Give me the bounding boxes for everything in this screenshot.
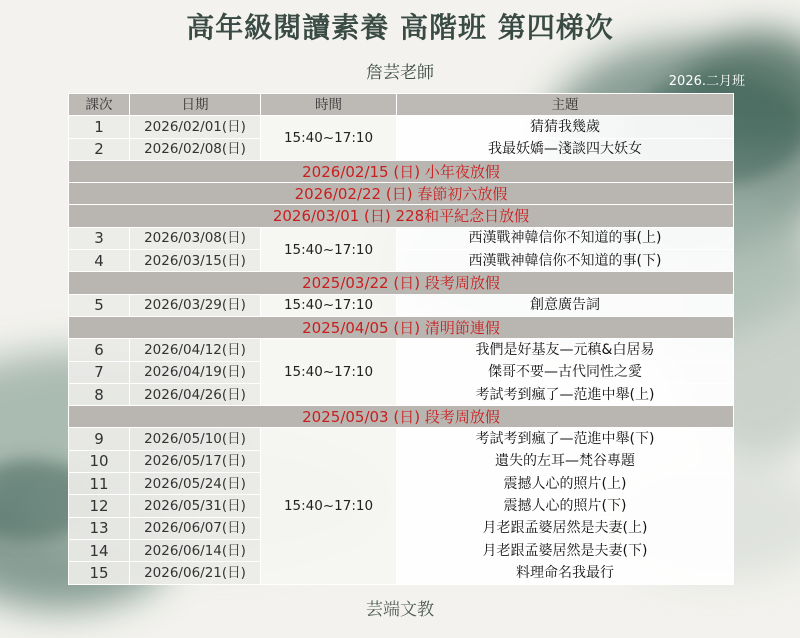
lesson-number: 3	[69, 227, 130, 249]
lesson-topic: 我們是好基友—元稹&白居易	[397, 339, 734, 361]
lesson-date: 2026/05/24(日)	[130, 473, 261, 495]
teacher-name: 詹芸老師	[366, 63, 434, 83]
lesson-date: 2026/04/26(日)	[130, 383, 261, 405]
lesson-date: 2026/05/10(日)	[130, 428, 261, 450]
lesson-topic: 西漢戰神韓信你不知道的事(上)	[397, 227, 734, 249]
lesson-topic: 月老跟孟婆居然是夫妻(上)	[397, 517, 734, 539]
lesson-topic: 考試考到瘋了—范進中舉(下)	[397, 428, 734, 450]
lesson-date: 2026/05/31(日)	[130, 495, 261, 517]
lesson-number: 2	[69, 138, 130, 160]
lesson-time: 15:40~17:10	[261, 294, 397, 316]
holiday-row	[69, 205, 734, 227]
table-row	[69, 383, 734, 405]
lesson-date: 2026/06/14(日)	[130, 539, 261, 561]
holiday-row	[69, 316, 734, 338]
holiday-notice: 2026/02/22 (日) 春節初六放假	[69, 183, 734, 205]
lesson-number: 4	[69, 250, 130, 272]
holiday-row	[69, 272, 734, 294]
lesson-number: 12	[69, 495, 130, 517]
lesson-topic: 西漢戰神韓信你不知道的事(下)	[397, 250, 734, 272]
lesson-time: 15:40~17:10	[261, 227, 397, 272]
table-row	[69, 116, 734, 138]
lesson-number: 1	[69, 116, 130, 138]
lesson-date: 2026/03/08(日)	[130, 227, 261, 249]
header-topic: 主題	[397, 94, 734, 116]
table-row	[69, 517, 734, 539]
table-row	[69, 294, 734, 316]
lesson-number: 13	[69, 517, 130, 539]
holiday-row	[69, 406, 734, 428]
lesson-topic: 遺失的左耳—梵谷專題	[397, 450, 734, 472]
table-row	[69, 227, 734, 249]
lesson-time: 15:40~17:10	[261, 428, 397, 584]
holiday-notice: 2026/03/01 (日) 228和平紀念日放假	[69, 205, 734, 227]
holiday-notice: 2025/04/05 (日) 清明節連假	[69, 316, 734, 338]
lesson-number: 15	[69, 562, 130, 584]
page-title: 高年級閱讀素養 高階班 第四梯次	[186, 11, 614, 44]
table-row	[69, 473, 734, 495]
lesson-topic: 震撼人心的照片(上)	[397, 473, 734, 495]
lesson-date: 2026/06/07(日)	[130, 517, 261, 539]
table-row	[69, 138, 734, 160]
lesson-date: 2026/04/12(日)	[130, 339, 261, 361]
table-row	[69, 495, 734, 517]
lesson-number: 5	[69, 294, 130, 316]
lesson-date: 2026/03/29(日)	[130, 294, 261, 316]
table-row	[69, 562, 734, 584]
holiday-row	[69, 160, 734, 182]
lesson-time: 15:40~17:10	[261, 116, 397, 161]
header-date: 日期	[130, 94, 261, 116]
lesson-date: 2026/06/21(日)	[130, 562, 261, 584]
lesson-number: 14	[69, 539, 130, 561]
lesson-number: 7	[69, 361, 130, 383]
lesson-topic: 猜猜我幾歲	[397, 116, 734, 138]
table-row	[69, 539, 734, 561]
lesson-topic: 創意廣告詞	[397, 294, 734, 316]
header-lesson-number: 課次	[69, 94, 130, 116]
table-row	[69, 428, 734, 450]
header-time: 時間	[261, 94, 397, 116]
schedule-table	[68, 93, 734, 585]
holiday-notice: 2025/03/22 (日) 段考周放假	[69, 272, 734, 294]
holiday-row	[69, 183, 734, 205]
lesson-number: 9	[69, 428, 130, 450]
table-row	[69, 361, 734, 383]
holiday-notice: 2025/05/03 (日) 段考周放假	[69, 406, 734, 428]
lesson-number: 11	[69, 473, 130, 495]
lesson-topic: 傑哥不要—古代同性之愛	[397, 361, 734, 383]
lesson-number: 10	[69, 450, 130, 472]
lesson-date: 2026/02/08(日)	[130, 138, 261, 160]
lesson-time: 15:40~17:10	[261, 339, 397, 406]
lesson-topic: 料理命名我最行	[397, 562, 734, 584]
lesson-number: 8	[69, 383, 130, 405]
lesson-topic: 考試考到瘋了—范進中舉(上)	[397, 383, 734, 405]
term-label: 2026.二月班	[668, 74, 745, 89]
lesson-number: 6	[69, 339, 130, 361]
lesson-topic: 震撼人心的照片(下)	[397, 495, 734, 517]
lesson-date: 2026/03/15(日)	[130, 250, 261, 272]
table-row	[69, 339, 734, 361]
footer-brand: 芸端文教	[366, 600, 434, 620]
lesson-topic: 月老跟孟婆居然是夫妻(下)	[397, 539, 734, 561]
holiday-notice: 2026/02/15 (日) 小年夜放假	[69, 160, 734, 182]
table-row	[69, 250, 734, 272]
lesson-date: 2026/05/17(日)	[130, 450, 261, 472]
table-row	[69, 450, 734, 472]
lesson-date: 2026/04/19(日)	[130, 361, 261, 383]
lesson-topic: 我最妖嬌—淺談四大妖女	[397, 138, 734, 160]
lesson-date: 2026/02/01(日)	[130, 116, 261, 138]
table-header-row	[69, 94, 734, 116]
